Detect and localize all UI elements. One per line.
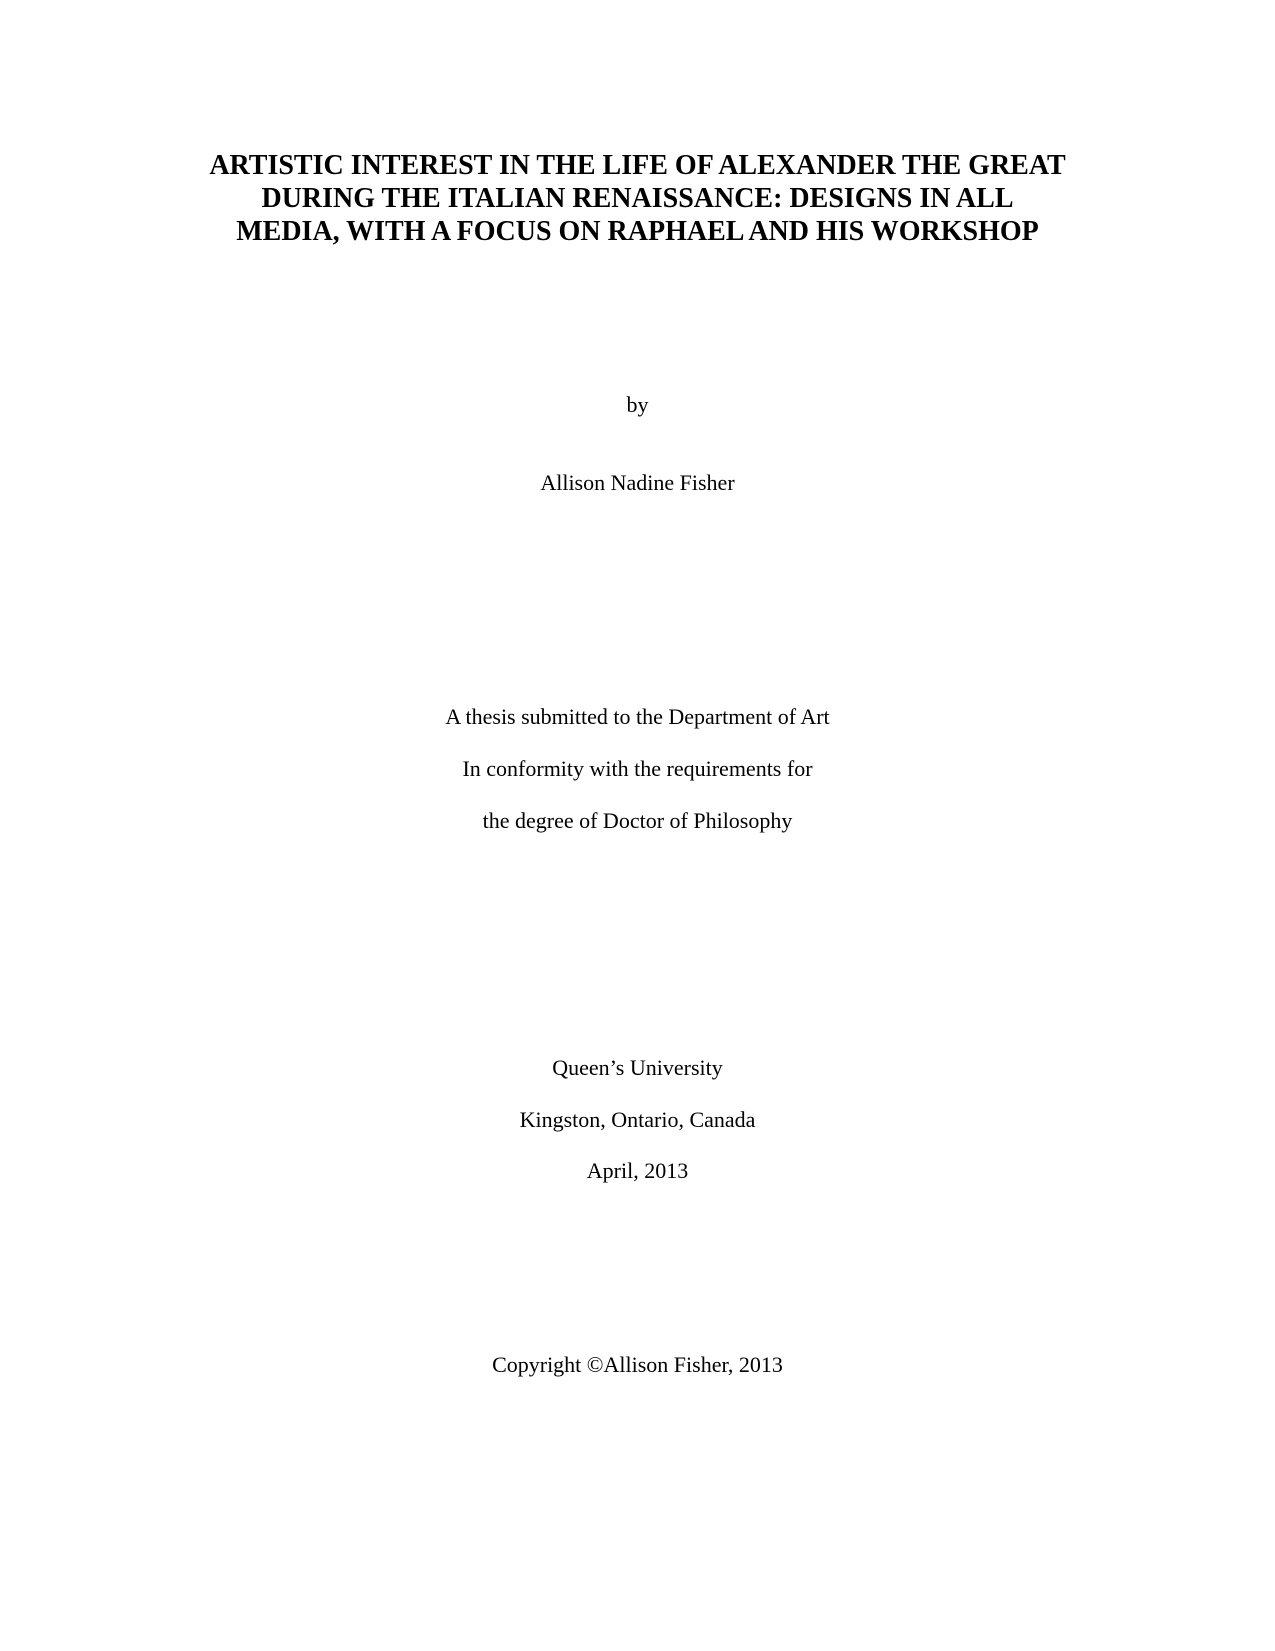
title-line-2: DURING THE ITALIAN RENAISSANCE: DESIGNS IN ALL xyxy=(261,183,1014,214)
submission-date: April, 2013 xyxy=(586,1158,689,1183)
university-name: Queen’s University xyxy=(552,1055,723,1080)
by-label: by xyxy=(626,392,649,417)
submission-line-2: In conformity with the requirements for xyxy=(462,756,813,781)
submission-line-3: the degree of Doctor of Philosophy xyxy=(482,808,793,833)
title-line-3: MEDIA, WITH A FOCUS ON RAPHAEL AND HIS WORKSHOP xyxy=(236,216,1039,247)
title-line-1: ARTISTIC INTEREST IN THE LIFE OF ALEXANDER THE GREAT xyxy=(209,150,1066,181)
submission-line-1: A thesis submitted to the Department of Art xyxy=(445,704,830,729)
author-name: Allison Nadine Fisher xyxy=(540,470,735,495)
university-location: Kingston, Ontario, Canada xyxy=(519,1107,756,1132)
copyright-notice: Copyright ©Allison Fisher, 2013 xyxy=(492,1352,783,1377)
